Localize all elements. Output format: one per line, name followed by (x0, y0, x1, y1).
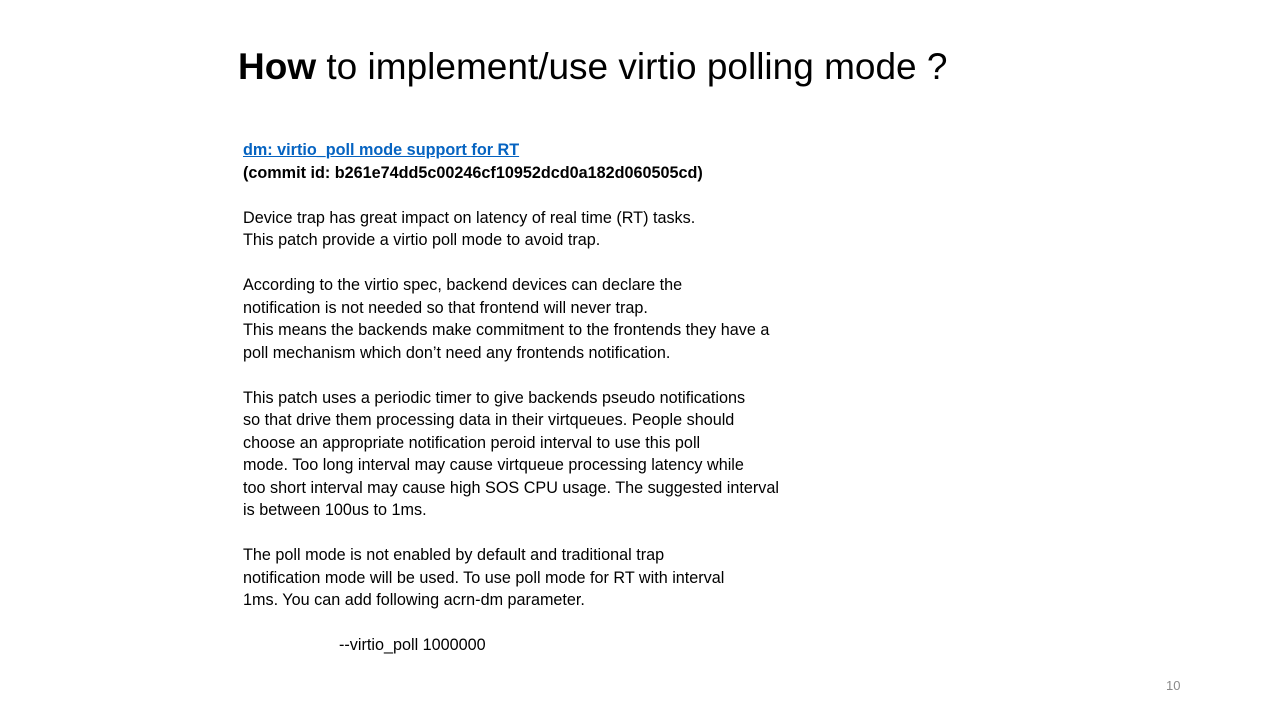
text-line: so that drive them processing data in their virtqueues. People should (243, 411, 735, 429)
paragraph-virtio-spec (243, 274, 823, 364)
text-line: The poll mode is not enabled by default and traditional trap (243, 546, 665, 564)
text-line: This patch provide a virtio poll mode to avoid trap. (243, 231, 601, 249)
paragraph-periodic-timer (243, 387, 823, 522)
text-line: choose an appropriate notification peroid interval to use this poll (243, 433, 701, 452)
title-rest: to implement/use virtio polling mode ? (316, 46, 948, 87)
text-line: According to the virtio spec, backend devices can declare the (243, 276, 683, 294)
page-number: 10 (1166, 678, 1181, 693)
commit-id: (commit id: b261e74dd5c00246cf10952dcd0a182d060505cd) (243, 163, 703, 182)
text-line: This means the backends make commitment to the frontends they have a (243, 321, 770, 339)
title-bold-word: How (238, 46, 317, 87)
text-line: mode. Too long interval may cause virtqueue processing latency while (243, 456, 744, 474)
slide-body (243, 139, 823, 657)
commit-link[interactable]: dm: virtio_poll mode support for RT (243, 141, 520, 159)
text-line: notification is not needed so that frontend will never trap. (243, 298, 648, 317)
text-line: poll mechanism which don’t need any frontends notification. (243, 343, 671, 362)
text-line: This patch uses a periodic timer to give backends pseudo notifications (243, 388, 746, 407)
text-line: is between 100us to 1ms. (243, 501, 427, 519)
text-line: too short interval may cause high SOS CPU usage. The suggested interval (243, 478, 779, 497)
text-line: Device trap has great impact on latency of real time (RT) tasks. (243, 208, 696, 227)
text-line: 1ms. You can add following acrn-dm parameter. (243, 591, 585, 609)
paragraph-trap-impact (243, 207, 823, 252)
acrn-dm-parameter: --virtio_poll 1000000 (339, 636, 486, 654)
text-line: notification mode will be used. To use poll mode for RT with interval (243, 568, 725, 587)
paragraph-default-mode (243, 544, 823, 612)
slide-title (238, 44, 947, 90)
